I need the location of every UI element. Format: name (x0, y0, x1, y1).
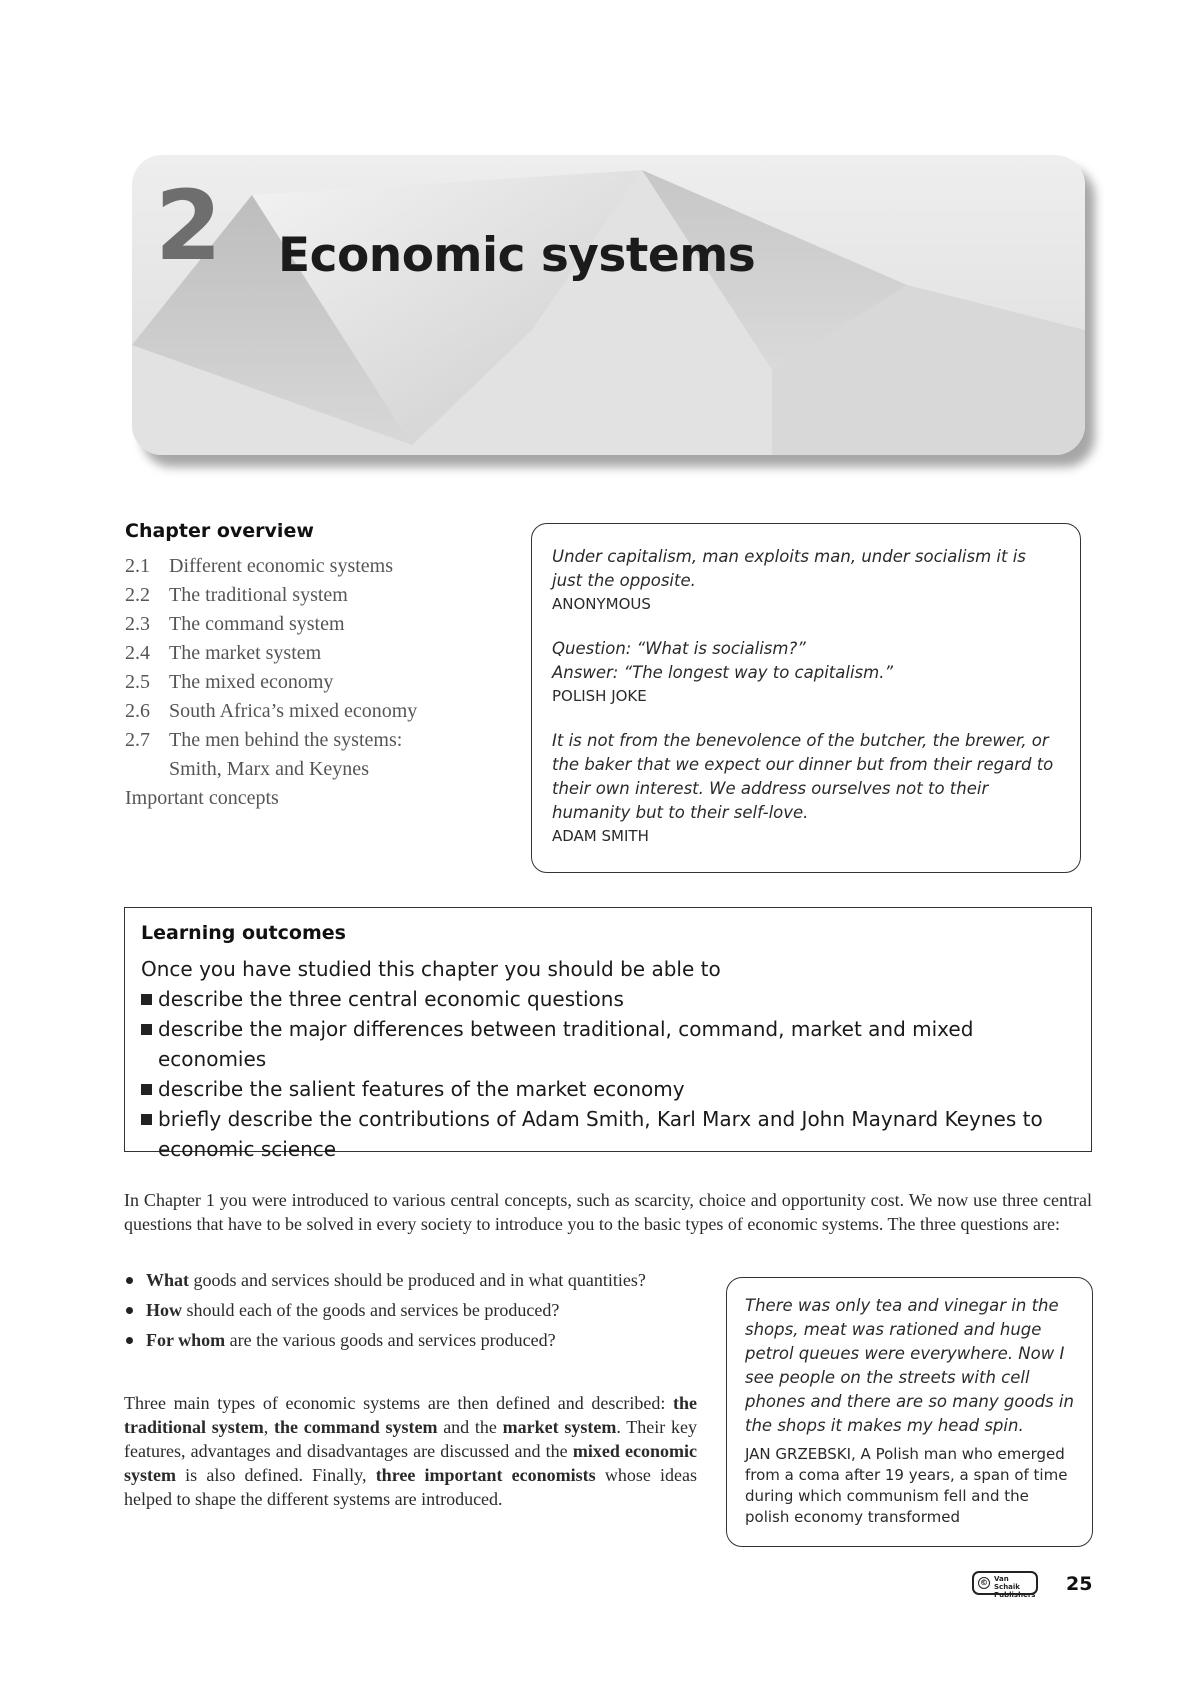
side-quote-text: There was only tea and vinegar in the shops, meat was rationed and huge petrol queues were everywhere. Now I see people on the streets with cell phones and there are so many goods in the shops it makes my head spin. (745, 1296, 1074, 1435)
outcome-item (141, 1104, 1075, 1164)
round-bullet-icon (126, 1337, 133, 1344)
side-quote-box (726, 1277, 1093, 1547)
chapter-banner (132, 155, 1085, 455)
outcome-text: describe the major differences between traditional, command, market and mixed economies (158, 1017, 974, 1071)
overview-heading: Chapter overview (125, 520, 314, 542)
outcome-item (141, 984, 1075, 1014)
overview-item-number (125, 755, 169, 784)
learning-outcomes-box (124, 907, 1092, 1161)
para-bold-term: the traditional system (124, 1393, 697, 1437)
overview-item-label: The men behind the systems: (169, 729, 403, 751)
outcomes-list (141, 984, 1075, 1164)
square-bullet-icon (141, 1084, 152, 1095)
square-bullet-icon (141, 1024, 152, 1035)
outcomes-heading: Learning outcomes (141, 922, 346, 944)
quote-anonymous-text: Under capitalism, man exploits man, under socialism it is just the opposite. (552, 547, 1026, 590)
overview-item (125, 552, 525, 581)
para-bold-term: three important economists (375, 1465, 596, 1485)
quotes-box (531, 523, 1081, 873)
question-keyword: What (146, 1270, 190, 1290)
para-bold-term: mixed economic system (124, 1441, 697, 1485)
page-number: 25 (1066, 1573, 1093, 1595)
outcome-item (141, 1074, 1075, 1104)
overview-item-number: 2.2 (125, 584, 150, 606)
para-text: , (263, 1417, 274, 1437)
para-bold-term: the command system (273, 1417, 438, 1437)
chapter-overview (125, 520, 525, 813)
side-quote-attribution: JAN GRZEBSKI, A Polish man who emerged from a coma after 19 years, a span of time during which communism fell and the polish economy transformed (745, 1445, 1068, 1526)
overview-item-label: The market system (169, 642, 322, 664)
overview-item-number: 2.4 (125, 642, 150, 664)
para-text: and the (437, 1417, 503, 1437)
overview-item-label: The traditional system (169, 584, 348, 606)
logo-line: Publishers (994, 1591, 1036, 1599)
overview-item-label: The command system (169, 613, 345, 635)
overview-item-label: Different economic systems (169, 555, 394, 577)
overview-item-label: Smith, Marx and Keynes (169, 758, 369, 780)
overview-item (125, 755, 525, 784)
round-bullet-icon (126, 1307, 133, 1314)
quote-smith-text: It is not from the benevolence of the butcher, the brewer, or the baker that we expect our dinner but from their regard to their own interest. We address ourselves not to their humanity but to their self-love. (552, 731, 1054, 822)
question-text: goods and services should be produced and in what quantities? (189, 1270, 646, 1290)
publisher-logo (972, 1571, 1038, 1599)
overview-item (125, 726, 525, 755)
question-text: are the various goods and services produced? (225, 1330, 556, 1350)
overview-item (125, 697, 525, 726)
overview-item-label: The mixed economy (169, 671, 334, 693)
para-bold-term: market system (502, 1417, 617, 1437)
overview-item (125, 639, 525, 668)
para-text: whose ideas helped to shape the different systems are introduced. (124, 1465, 697, 1509)
overview-item-number: 2.3 (125, 613, 150, 635)
overview-item-label: South Africa’s mixed economy (169, 700, 418, 722)
quote-joke-question: Question: “What is socialism?” (552, 639, 806, 658)
overview-item (125, 668, 525, 697)
question-text: should each of the goods and services be produced? (182, 1300, 560, 1320)
question-keyword: For whom (146, 1330, 226, 1350)
overview-item-number: 2.5 (125, 671, 150, 693)
quote-joke-attribution: POLISH JOKE (552, 687, 647, 705)
outcome-text: describe the salient features of the market economy (158, 1077, 685, 1101)
overview-item (125, 610, 525, 639)
logo-line: Van Schaik (994, 1575, 1020, 1591)
overview-item-number: 2.6 (125, 700, 150, 722)
question-item (124, 1298, 697, 1322)
quote-smith-attribution: ADAM SMITH (552, 827, 649, 845)
copyright-icon: © (980, 1578, 988, 1587)
overview-item (125, 581, 525, 610)
intro-paragraph: In Chapter 1 you were introduced to various central concepts, such as scarcity, choice and opportunity cost. We now use three central questions that have to be solved in every society to introduce you to the basic types of economic systems. The three questions are: (124, 1190, 1092, 1234)
systems-paragraph (124, 1391, 697, 1511)
para-text: is also defined. Finally, (176, 1465, 376, 1485)
banner-decoration (132, 155, 1085, 455)
chapter-number: 2 (155, 170, 220, 282)
question-keyword: How (146, 1300, 182, 1320)
square-bullet-icon (141, 994, 152, 1005)
overview-list (125, 552, 525, 784)
overview-important-concepts: Important concepts (125, 787, 279, 809)
round-bullet-icon (126, 1277, 133, 1284)
outcome-item (141, 1014, 1075, 1074)
outcome-text: briefly describe the contributions of Adam Smith, Karl Marx and John Maynard Keynes to economic science (158, 1107, 1043, 1161)
question-item (124, 1268, 697, 1292)
overview-item-number: 2.1 (125, 555, 150, 577)
central-questions-list (124, 1268, 697, 1358)
outcome-text: describe the three central economic questions (158, 987, 624, 1011)
para-text: . Their key features, advantages and disadvantages are discussed and the (124, 1417, 697, 1461)
quote-anonymous-attribution: ANONYMOUS (552, 595, 651, 613)
chapter-title: Economic systems (278, 228, 756, 283)
square-bullet-icon (141, 1114, 152, 1125)
outcomes-intro: Once you have studied this chapter you should be able to (141, 957, 721, 981)
para-text: Three main types of economic systems are then defined and described: (124, 1393, 673, 1413)
question-item (124, 1328, 697, 1352)
overview-item-number: 2.7 (125, 729, 150, 751)
quote-joke-answer: Answer: “The longest way to capitalism.” (552, 663, 894, 682)
